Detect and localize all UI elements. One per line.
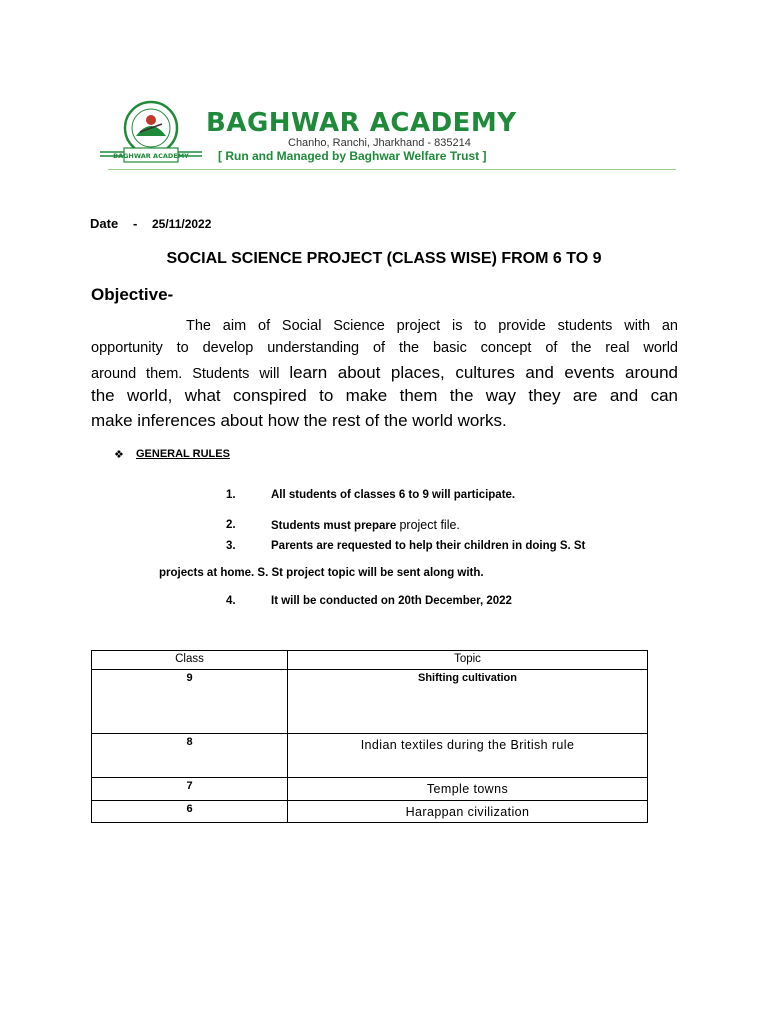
header-divider: [108, 169, 676, 170]
school-logo: [96, 96, 206, 168]
objective-line-3-end: learn about places, cultures and events around: [289, 363, 678, 382]
table-cell-topic: Indian textiles during the British rule: [288, 734, 648, 778]
school-tagline: [ Run and Managed by Baghwar Welfare Trust ]: [218, 149, 487, 163]
table-row: [92, 801, 648, 823]
rule-2-text-end: project file.: [399, 518, 460, 532]
table-row: [92, 734, 648, 778]
date-dash: -: [133, 216, 138, 231]
objective-line-2: opportunity to develop understanding of the basic concept of the real world: [91, 340, 678, 356]
date-value: 25/11/2022: [152, 217, 212, 231]
rule-2-number: 2.: [226, 519, 236, 531]
objective-line-5: make inferences about how the rest of the world works.: [91, 411, 507, 430]
rule-2-text-start: Students must prepare: [271, 520, 400, 532]
column-header-topic: Topic: [288, 651, 648, 670]
column-header-class: Class: [92, 651, 288, 670]
objective-line-3-start: around them. Students will: [91, 366, 290, 382]
rule-3-text: Parents are requested to help their children in doing S. St: [271, 540, 586, 552]
rule-2-text: [271, 518, 460, 532]
general-rules-heading: GENERAL RULES: [136, 448, 230, 460]
rule-3-number: 3.: [226, 540, 236, 552]
rule-1-text: All students of classes 6 to 9 will participate.: [271, 489, 516, 501]
table-cell-topic: Temple towns: [288, 778, 648, 801]
table-header-row: [92, 651, 648, 670]
rule-3-continuation: projects at home. S. St project topic will be sent along with.: [159, 567, 484, 579]
date-label: Date: [90, 216, 119, 231]
objective-line-4: the world, what conspired to make them the way they are and can: [91, 386, 678, 405]
objective-line-1: The aim of Social Science project is to provide students with an: [186, 318, 678, 334]
objective-heading: Objective-: [91, 285, 174, 304]
table-cell-topic: Harappan civilization: [288, 801, 648, 823]
school-name: BAGHWAR ACADEMY: [206, 108, 517, 138]
table-cell-class: 8: [92, 734, 288, 778]
table-row: [92, 670, 648, 734]
rule-4-number: 4.: [226, 595, 236, 607]
rule-4-text: It will be conducted on 20th December, 2022: [271, 595, 512, 607]
school-address: Chanho, Ranchi, Jharkhand - 835214: [288, 137, 471, 149]
table-cell-class: 6: [92, 801, 288, 823]
logo-ribbon-text: BAGHWAR ACADEMY: [113, 152, 189, 160]
table-cell-class: 7: [92, 778, 288, 801]
diamond-bullet-icon: ❖: [114, 449, 124, 461]
document-title: SOCIAL SCIENCE PROJECT (CLASS WISE) FROM 6 TO 9: [166, 250, 602, 267]
rule-1-number: 1.: [226, 489, 236, 501]
table-cell-topic: Shifting cultivation: [288, 670, 648, 734]
table-cell-class: 9: [92, 670, 288, 734]
objective-line-3: [91, 363, 678, 383]
class-topic-table: [91, 650, 648, 823]
table-row: [92, 778, 648, 801]
